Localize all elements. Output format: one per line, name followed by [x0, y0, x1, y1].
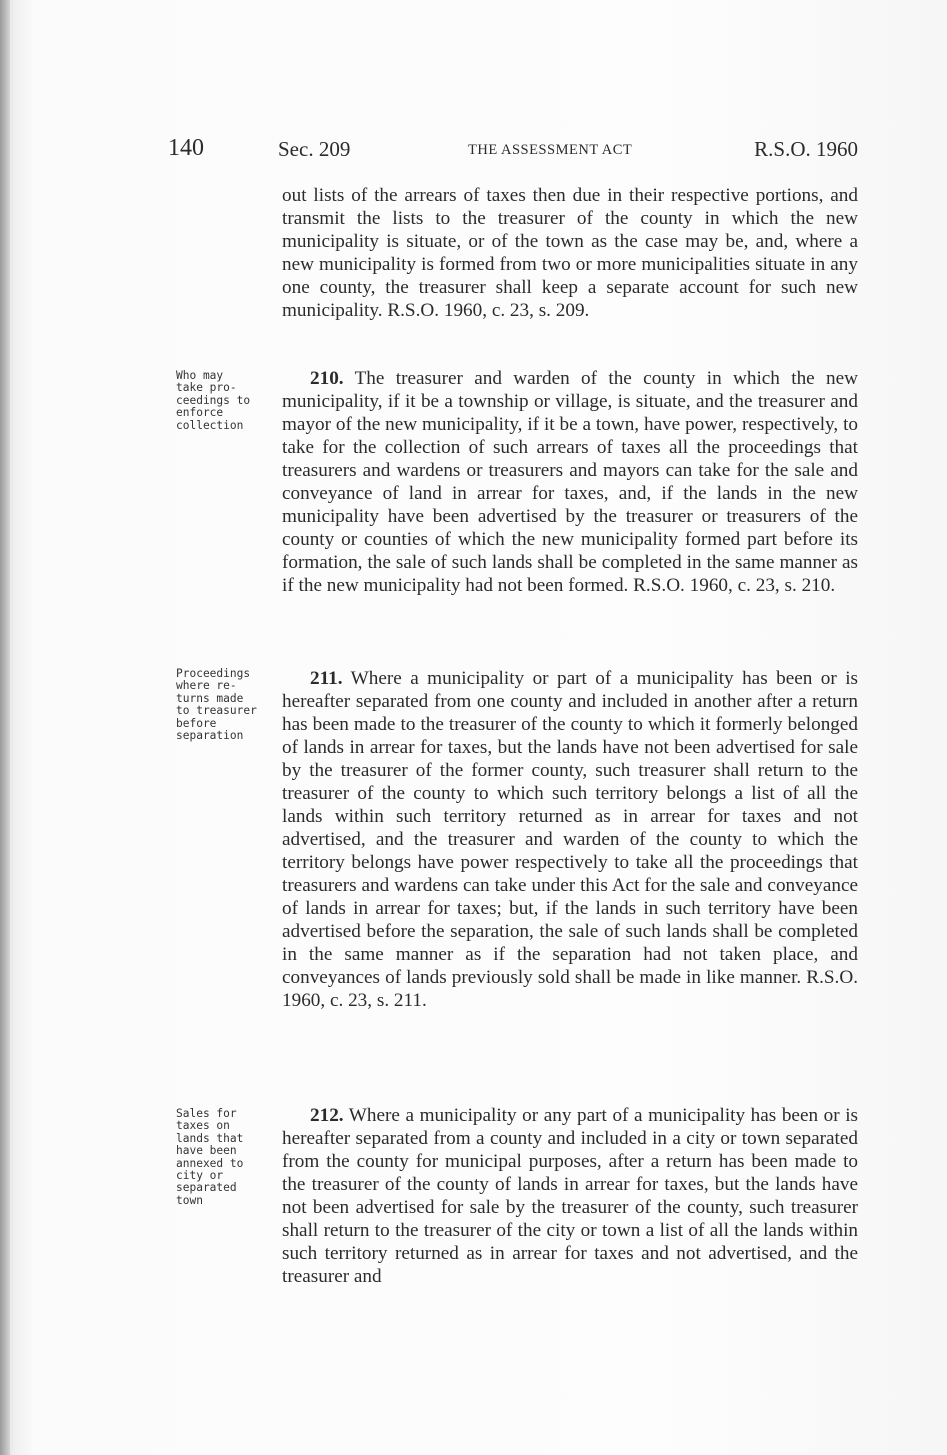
section-text-210: The treasurer and warden of the county in which the new municipality, if it be a township or village, is situate, and the treasurer and mayor of the new municipality, if it be a town, have power, respectively, to take for the collection of such arrears of taxes all the proceedings that treasurers and wardens or treasurers and mayors can take for the sale and conveyance of land in arrear for taxes, and, if the lands in the new municipality have been advertised by the treasurer or treasurers of the county or counties of which the new municipality formed part before its formation, the sale of such lands shall be completed in the same manner as if the new municipality had not been formed. R.S.O. 1960, c. 23, s. 210.	[282, 368, 858, 596]
section-text-211: Where a municipality or part of a municipality has been or is hereafter separated from one county and included in another after a return has been made to the treasurer of the county to which it formerly belonged of lands in arrear for taxes, but the lands have not been advertised for sale by the treasurer of the former county, such treasurer shall return to the treasurer of the county to which such territory belongs a list of all the lands within such territory returned as in arrear for taxes and not advertised, and the treasurer and warden of the county to which the territory belongs have power respectively to take all the proceedings that treasurers and wardens can take under this Act for the sale and conveyance of lands in arrear for taxes; but, if the lands in such territory have been advertised before the separation, the sale of such lands shall be completed in the same manner as if the separation had not taken place, and conveyances of lands previously sold shall be made in like manner. R.S.O. 1960, c. 23, s. 211.	[282, 668, 858, 1011]
section-reference: Sec. 209	[278, 137, 351, 161]
page-number: 140	[168, 135, 204, 161]
paragraph-continuation: out lists of the arrears of taxes then due in their respective portions, and transmit the lists to the treasurer of the county in which the new municipality is situate, or of the town as the case may be, and, where a new municipality is formed from two or more municipalities situate in any one county, the treasurer shall keep a separate account for such new municipality. R.S.O. 1960, c. 23, s. 209.	[282, 185, 858, 321]
section-211	[282, 667, 858, 1012]
marginal-note-210: Who may take pro- ceedings to enforce collection	[176, 369, 251, 432]
act-title: THE ASSESSMENT ACT	[468, 142, 633, 158]
section-212	[282, 1104, 858, 1288]
marginal-note-212: Sales for taxes on lands that have been annexed to city or separated town	[176, 1107, 244, 1207]
marginal-note-211: Proceedings where re- turns made to treasurer before separation	[176, 667, 257, 743]
section-number-212: 212.	[310, 1105, 344, 1126]
section-210	[282, 367, 858, 597]
running-header	[168, 135, 858, 165]
section-number-210: 210.	[310, 368, 344, 389]
book-spine-shadow	[0, 0, 10, 1455]
section-number-211: 211.	[310, 668, 343, 689]
statute-reference: R.S.O. 1960	[754, 137, 858, 161]
section-text-212: Where a municipality or any part of a municipality has been or is hereafter separated from a county and included in a city or town separated from the county for municipal purposes, after a return has been made to the treasurer of the county of lands in arrear for taxes, but the lands have not been advertised for sale by the treasurer of the county, such treasurer shall return to the treasurer of the city or town a list of all the lands within such territory returned as in arrear for taxes and not advertised, and the treasurer and	[282, 1105, 858, 1287]
